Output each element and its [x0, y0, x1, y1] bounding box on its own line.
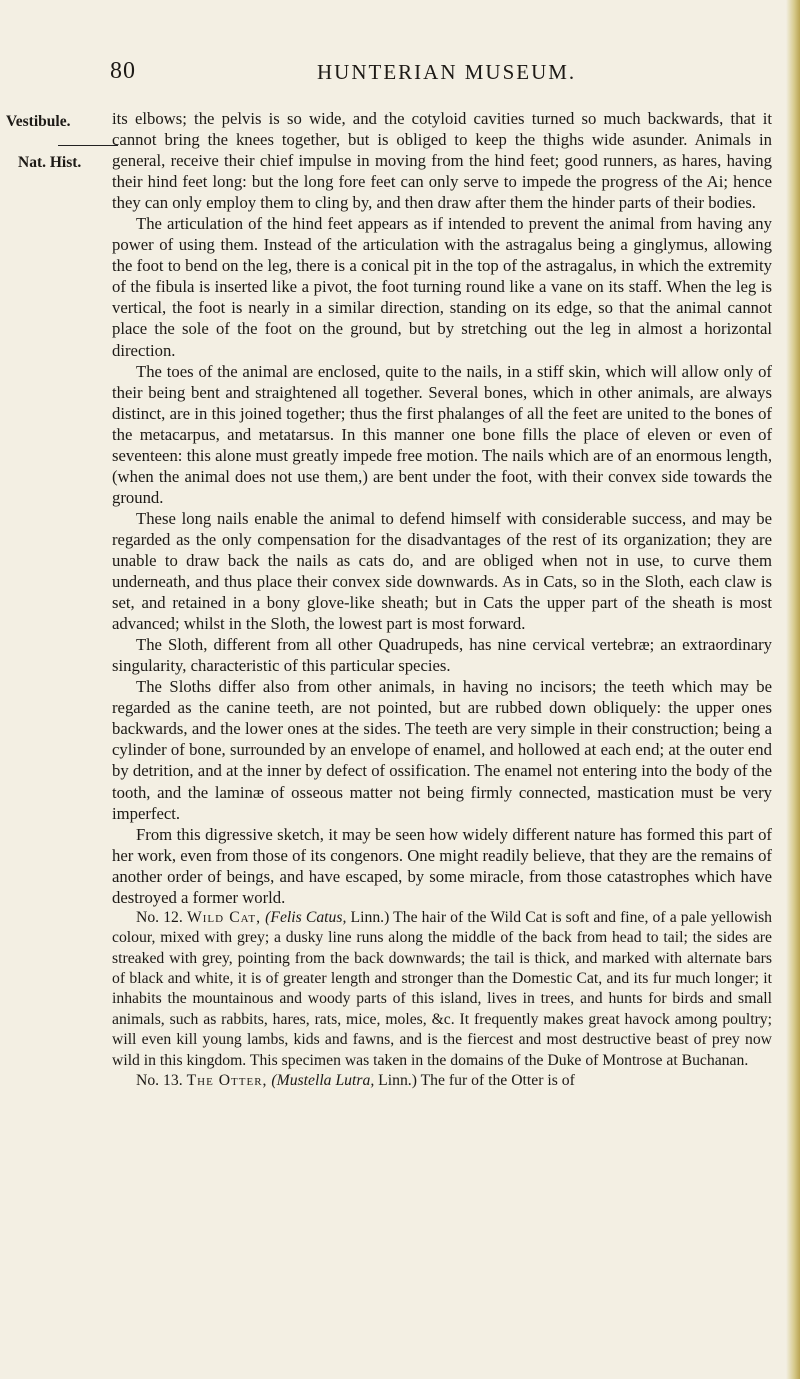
entry-text: The hair of the Wild Cat is soft and fine, of a pale yellowish colour, mixed with grey; a dusky line runs along the middle of the back from head to tail; the sides are streaked with grey, pointing from the back downwards; the tail is thick, and marked with alternate bars of black and white, it is of greater length and stronger than the Domestic Cat, and its fur much longer; it inhabits the mountainous and woody parts of this island, lives in trees, and hunts for birds and small animals, such as rabbits, hares, rats, mice, moles, &c. It frequently makes great havock among poultry; will even kill young lambs, kids and fawns, and is the fiercest and most destructive beast of prey now wild in this kingdom. This specimen was taken in the domains of the Duke of Montrose at Buchanan. — [112, 908, 773, 1069]
margin-rule — [58, 145, 118, 146]
page-edge — [786, 0, 800, 1379]
entry-name: The Otter, — [186, 1072, 268, 1090]
entry-number: No. 13. — [136, 1072, 183, 1090]
entry-number: No. 12. — [136, 908, 183, 926]
page-header — [0, 58, 800, 94]
running-title: HUNTERIAN MUSEUM. — [317, 60, 577, 84]
entry-authority: Linn.) — [350, 908, 390, 926]
page-number: 80 — [110, 58, 136, 84]
entry-latin-name: (Felis Catus, — [265, 908, 347, 926]
entry-text: The fur of the Otter is of — [420, 1072, 575, 1090]
catalogue-entry — [112, 908, 772, 1071]
entry-latin-name: (Mustella Lutra, — [271, 1072, 375, 1090]
entry-name: Wild Cat, — [186, 908, 262, 926]
paragraph: The toes of the animal are enclosed, quite to the nails, in a stiff skin, which will allow only of their being bent and straightened all together. Several bones, which in other animals, are always distinct, are in this joined together; thus the first phalanges of all the feet are united to the bones of the metacarpus, and metatarsus. In this manner one bone fills the place of eleven or even of seventeen: this alone must greatly impede free motion. The nails which are of an enormous length, (when the animal does not use them,) are bent under the foot, with their convex side towards the ground. — [112, 361, 772, 507]
margin-note-nat-hist: Nat. Hist. — [18, 154, 82, 171]
paragraph: its elbows; the pelvis is so wide, and the cotyloid cavities turned so much backwards, that it cannot bring the knees together, but is obliged to keep the thighs wide asunder. Animals in general, receive their chief impulse in moving from the hind feet; good runners, as hares, having their hind feet long: but the long fore feet can only serve to impede the progress of the Ai; hence they can only employ them to cling by, and then draw after them the hinder parts of their bodies. — [112, 109, 772, 213]
entry-authority: Linn.) — [378, 1072, 417, 1090]
paragraph: The Sloths differ also from other animals, in having no incisors; the teeth which may be regarded as the canine teeth, are not pointed, but are rubbed down obliquely: the upper ones backwards, and the lower ones at the sides. The teeth are very simple in their construction; being a cylinder of bone, surrounded by an envelope of enamel, and hollowed at each end; at the outer end by detrition, and at the inner by defect of ossification. The enamel not entering into the body of the tooth, and the laminæ of osseous matter not being firmly connected, mastication must be very imperfect. — [112, 677, 772, 823]
catalogue-entry — [112, 1071, 772, 1091]
body-text — [112, 108, 772, 1091]
paragraph: From this digressive sketch, it may be seen how widely different nature has formed this part of her work, even from those of its congenors. One might readily believe, that they are the remains of another order of beings, and have escaped, by some miracle, from those catastrophes which have destroyed a former world. — [112, 824, 772, 907]
paragraph: The articulation of the hind feet appears as if intended to prevent the animal from having any power of using them. Instead of the articulation with the astragalus being a ginglymus, allowing the foot to bend on the leg, there is a conical pit in the top of the astragalus, in which the extremity of the fibula is inserted like a pivot, the foot turning round like a vane on its staff. When the leg is vertical, the foot is nearly in a similar direction, standing on its edge, so that the animal cannot place the sole of the foot on the ground, but by stretching out the leg in almost a horizontal direction. — [112, 214, 772, 360]
paragraph: These long nails enable the animal to defend himself with considerable success, and may be regarded as the only compensation for the disadvantages of the rest of its organization; they are unable to draw back the nails as cats do, and are obliged when not in use, to curve them underneath, and thus place their convex side downwards. As in Cats, so in the Sloth, each claw is set, and retained in a bony glove-like sheath; but in Cats the upper part of the sheath is most advanced; whilst in the Sloth, the lowest part is most forward. — [112, 508, 772, 634]
margin-note-vestibule: Vestibule. — [6, 113, 71, 130]
paragraph: The Sloth, different from all other Quadrupeds, has nine cervical vertebræ; an extraordinary singularity, characteristic of this particular species. — [112, 635, 772, 676]
